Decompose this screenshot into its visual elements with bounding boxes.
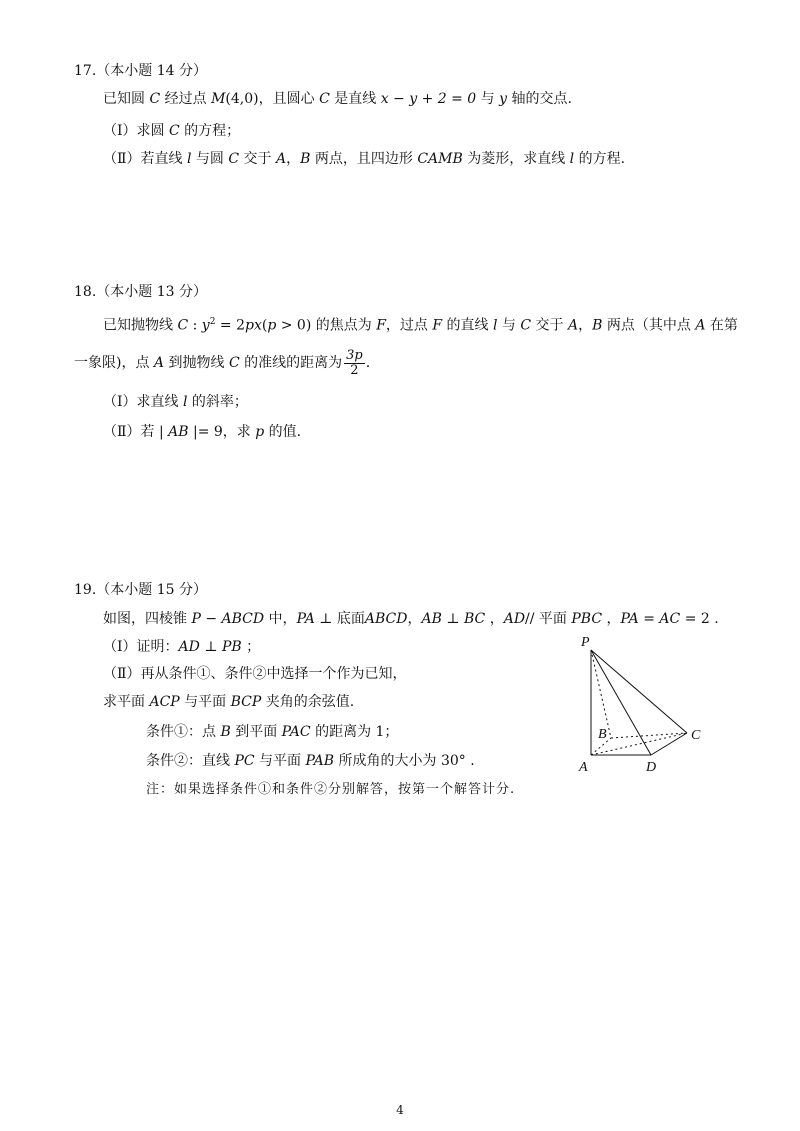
q18-part1: （Ⅰ）求直线 l 的斜率；: [103, 394, 248, 410]
q19-condition-1: 条件①：点 B 到平面 PAC 的距离为 1；: [146, 724, 399, 740]
label-P: P: [581, 635, 590, 650]
label-A: A: [579, 760, 588, 775]
q19-part2-line1: （Ⅱ）再从条件①、条件②中选择一个作为已知，: [103, 666, 407, 682]
q19-part2-line2: 求平面 ACP 与平面 BCP 夹角的余弦值.: [103, 694, 355, 710]
edge-DC: [651, 733, 687, 755]
q19-condition-2: 条件②：直线 PC 与平面 PAB 所成角的大小为 30° .: [146, 753, 475, 769]
label-C: C: [691, 728, 701, 743]
edge-PC: [591, 650, 687, 733]
edge-PB-hidden: [591, 650, 611, 738]
q17-header: 17.（本小题 14 分）: [74, 63, 207, 79]
q18-part2: （Ⅱ）若 | AB |= 9，求 p 的值.: [103, 424, 302, 440]
page-number: 4: [396, 1103, 404, 1117]
q19-part1: （Ⅰ）证明：AD ⊥ PB ；: [103, 639, 261, 655]
q19-note: 注：如果选择条件①和条件②分别解答，按第一个解答计分.: [146, 782, 516, 797]
q18-header: 18.（本小题 13 分）: [74, 284, 207, 300]
q18-stem-line2: 一象限)，点 A 到抛物线 C 的准线的距离为 $\frac{3p}{2}$ .: [74, 347, 371, 378]
pyramid-figure: [568, 628, 718, 778]
q17-part1: （Ⅰ）求圆 C 的方程；: [103, 123, 241, 139]
label-B: B: [598, 727, 607, 742]
q17-stem: 已知圆 C 经过点 M(4,0)，且圆心 C 是直线 x − y + 2 = 0 与 y 轴的交点.: [103, 91, 572, 107]
q19-header: 19.（本小题 15 分）: [74, 582, 207, 598]
fraction-3p-over-2: $\frac{3p}{2}$: [346, 347, 363, 378]
q18-stem-line1: 已知抛物线 C : $y^2 = 2px(p > 0)$ 的焦点为 F，过点 F 的直线 l 与 C 交于 A，B 两点（其中点 A 在第: [103, 317, 738, 334]
q19-stem: 如图，四棱锥 P − ABCD 中，PA ⊥ 底面ABCD，AB ⊥ BC ，AD// 平面 PBC ，PA = AC = 2 .: [103, 611, 719, 627]
label-D: D: [646, 760, 657, 775]
q17-part2: （Ⅱ）若直线 l 与圆 C 交于 A，B 两点，且四边形 CAMB 为菱形，求直线 l 的方程.: [103, 151, 626, 167]
